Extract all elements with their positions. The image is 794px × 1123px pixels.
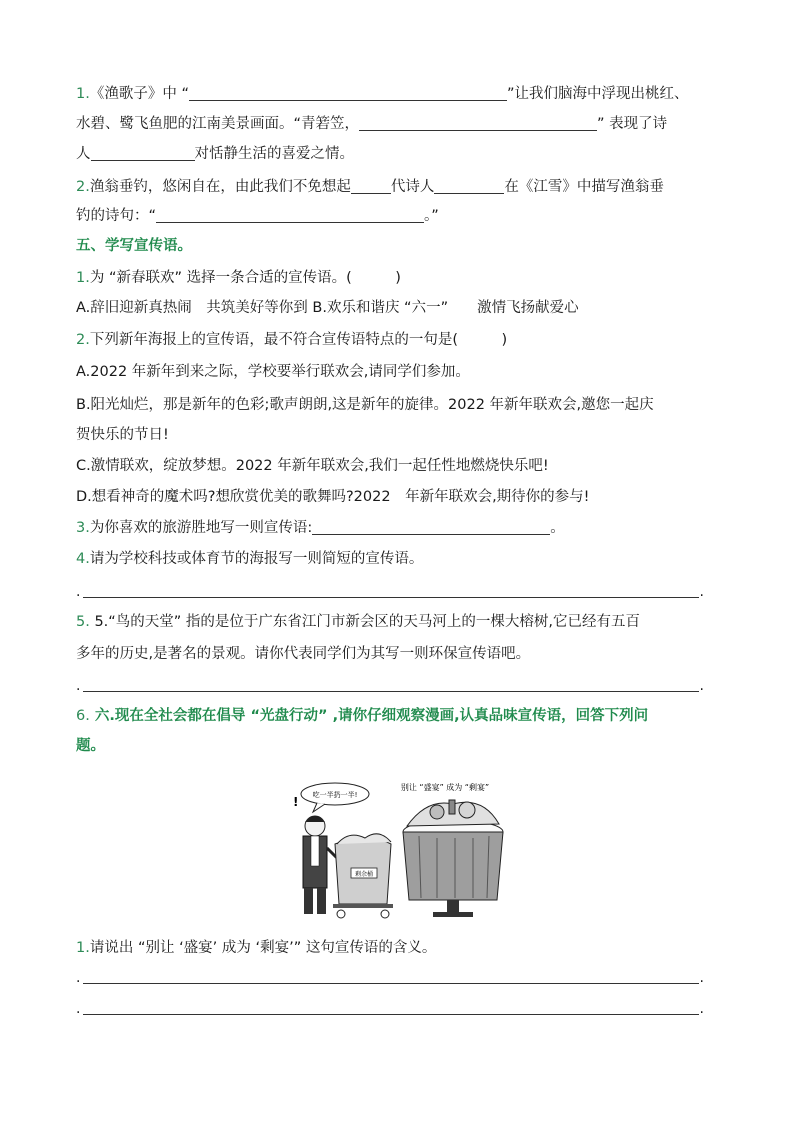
option-d[interactable]: D.想看神奇的魔术吗?想欣赏优美的歌舞吗?2022 年新年联欢会,期待你的参与! <box>76 489 590 505</box>
s5-q5-line1: 5. 5.“鸟的天堂” 指的是位于广东省江门市新会区的天马河上的一棵大榕树,它已经有五百 <box>76 614 641 630</box>
cartoon-image <box>287 776 512 920</box>
blank-field[interactable] <box>156 206 424 223</box>
answer-line[interactable]: . . <box>76 970 704 986</box>
option-c[interactable]: C.激情联欢，绽放梦想。2022 年新年联欢会,我们一起任性地燃烧快乐吧! <box>76 458 549 474</box>
question-number: 6. <box>76 708 90 724</box>
question-number: 5. <box>76 614 90 630</box>
blank-field[interactable] <box>91 144 195 161</box>
section-heading-6-cont: 题。 <box>76 738 105 754</box>
s5-q1-options <box>76 298 579 318</box>
answer-line[interactable]: . . <box>76 678 704 694</box>
s4-q2-line1: 2.渔翁垂钓，悠闲自在，由此我们不免想起 代诗人 在《江雪》中描写渔翁垂 <box>76 179 664 195</box>
blank-field[interactable] <box>189 84 507 101</box>
option-b[interactable]: B.欢乐和谐庆 “六一” 激情飞扬献爱心 <box>312 300 579 316</box>
svg-text:!: ! <box>293 795 299 809</box>
question-number: 2. <box>76 332 90 348</box>
s4-q1-line3: 人 对恬静生活的喜爱之情。 <box>76 146 354 162</box>
option-b-line2[interactable]: 贺快乐的节日! <box>76 427 169 443</box>
s5-q1: 1.为 “新春联欢” 选择一条合适的宣传语。( ) <box>76 270 401 286</box>
s4-q1-line2: 水碧、鹭飞鱼肥的江南美景画面。“青箬笠， ” 表现了诗 <box>76 116 668 132</box>
speech-bubble-text: 吃一半扔一半! <box>312 791 358 799</box>
s6-q1: 1.请说出 “别让 ‘盛宴’ 成为 ‘剩宴’” 这句宣传语的含义。 <box>76 940 437 956</box>
s5-q2: 2.下列新年海报上的宣传语，最不符合宣传语特点的一句是( ) <box>76 332 508 348</box>
question-number: 1. <box>76 86 90 102</box>
bin-label: 剩余桶 <box>354 871 374 878</box>
option-a[interactable]: A.2022 年新年到来之际，学校要举行联欢会,请同学们参加。 <box>76 364 470 380</box>
s4-q1-line1: 1.《渔歌子》中 “ ”让我们脑海中浮现出桃红、 <box>76 86 689 102</box>
s4-q2-line2: 钓的诗句：“ 。” <box>76 208 439 224</box>
question-number: 2. <box>76 179 90 195</box>
blank-field[interactable] <box>312 518 550 535</box>
section-heading-6: 6. 六.现在全社会都在倡导 “光盘行动” ,请你仔细观察漫画,认真品味宣传语，回答下列问 <box>76 708 649 724</box>
question-number: 1. <box>76 940 90 956</box>
s5-q4: 4.请为学校科技或体育节的海报写一则简短的宣传语。 <box>76 551 424 567</box>
blank-field[interactable] <box>434 177 504 194</box>
option-a[interactable]: A.辞旧迎新真热闹 共筑美好等你到 <box>76 300 308 316</box>
section-heading-5: 五、学写宣传语。 <box>76 238 192 254</box>
question-number: 3. <box>76 520 90 536</box>
blank-field[interactable] <box>359 114 597 131</box>
answer-line[interactable]: . . <box>76 1001 704 1017</box>
cartoon-caption: 别让 “盛宴” 成为 “剩宴” <box>400 783 490 792</box>
s5-q3: 3.为你喜欢的旅游胜地写一则宣传语: 。 <box>76 520 565 536</box>
answer-line[interactable]: . . <box>76 584 704 600</box>
question-number: 4. <box>76 551 90 567</box>
blank-field[interactable] <box>351 177 391 194</box>
s5-q5-line2: 多年的历史,是著名的景观。请你代表同学们为其写一则环保宣传语吧。 <box>76 646 531 662</box>
option-b-line1[interactable]: B.阳光灿烂，那是新年的色彩;歌声朗朗,这是新年的旋律。2022 年新年联欢会,邀您一起庆 <box>76 397 654 413</box>
question-number: 1. <box>76 270 90 286</box>
